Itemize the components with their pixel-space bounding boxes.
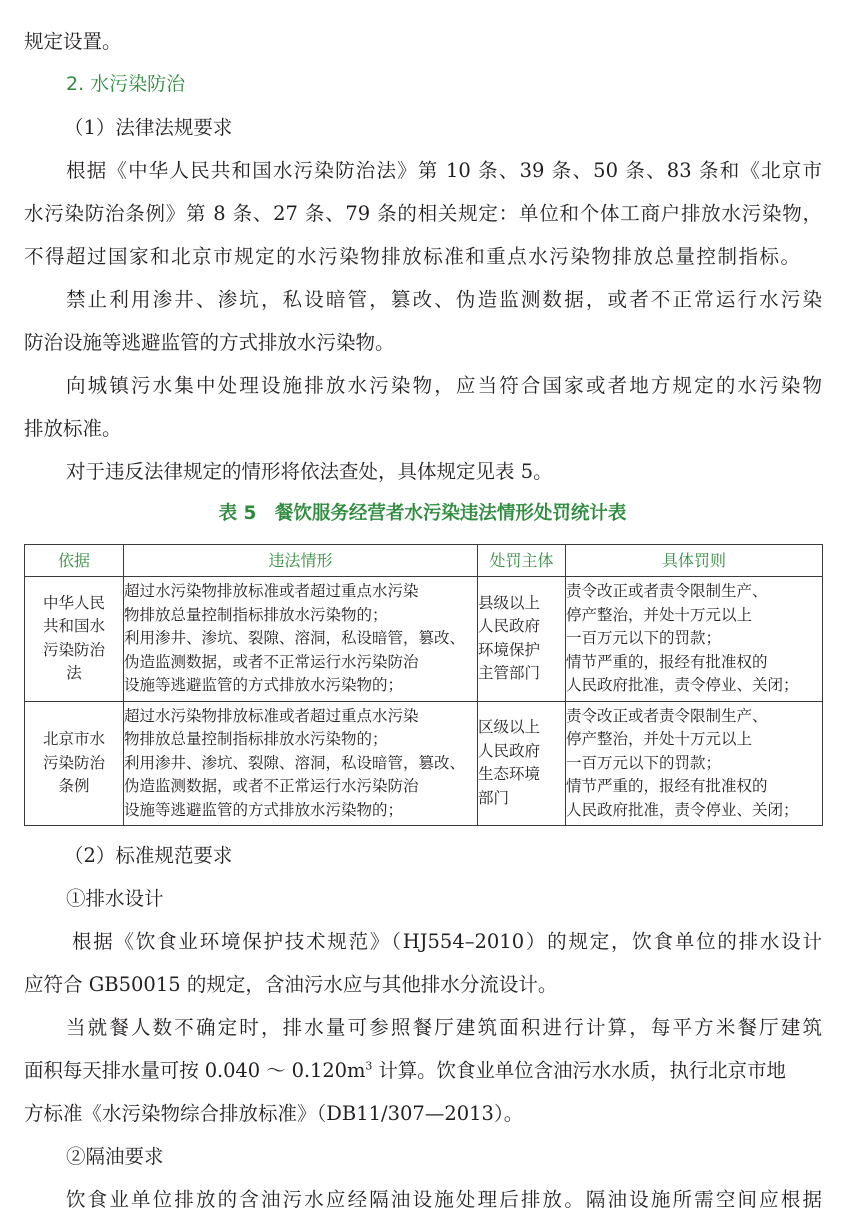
- paragraph-line: 面积每天排水量可按 0.040 ～ $0.120m^3$ 计算。饮食业单位含油污水水质，执行北京市地: [24, 1059, 786, 1082]
- paragraph-line: 防治设施等逃避监管的方式排放水污染物。: [24, 331, 395, 354]
- subsection-heading: （1）法律法规要求: [64, 116, 233, 139]
- header-basis: 依据: [25, 545, 124, 577]
- cell-penalty: 责令改正或者责令限制生产、 停产整治，并处十万元以上 一百万元以下的罚款； 情节严重的，报经有批准权的 人民政府批准，责令停业、关闭；: [566, 701, 823, 826]
- item-heading: ①排水设计: [66, 887, 164, 910]
- table-row: [25, 577, 823, 702]
- header-violation: 违法情形: [124, 545, 478, 577]
- header-authority: 处罚主体: [478, 545, 566, 577]
- paragraph-line: 当就餐人数不确定时，排水量可参照餐厅建筑面积进行计算，每平方米餐厅建筑: [66, 1016, 822, 1039]
- paragraph-line: 对于违反法律规定的情形将依法查处，具体规定见表 5。: [66, 460, 553, 483]
- paragraph-line: 水污染防治条例》第 8 条、27 条、79 条的相关规定：单位和个体工商户排放水污染物，: [24, 202, 822, 225]
- paragraph-line: 不得超过国家和北京市规定的水污染物排放标准和重点水污染物排放总量控制指标。: [24, 245, 800, 268]
- table-row: [25, 701, 823, 826]
- cell-violation: 超过水污染物排放标准或者超过重点水污染 物排放总量控制指标排放水污染物的； 利用渗井、渗坑、裂隙、溶洞，私设暗管，篡改、 伪造监测数据，或者不正常运行水污染防治 设施等逃避监管的方式排放水污染物的；: [124, 577, 478, 702]
- paragraph-line: 方标准《水污染物综合排放标准》（DB11/307—2013）。: [24, 1102, 524, 1125]
- table-caption: 表 5 餐饮服务经营者水污染违法情形处罚统计表: [218, 503, 627, 524]
- cell-authority: 区级以上 人民政府 生态环境 部门: [478, 701, 566, 826]
- cell-basis: 北京市水 污染防治 条例: [25, 701, 124, 826]
- paragraph-line: 应符合 GB50015 的规定，含油污水应与其他排水分流设计。: [24, 973, 558, 996]
- section-heading: 2. 水污染防治: [66, 73, 186, 95]
- paragraph-line: 排放标准。: [24, 417, 122, 440]
- cell-penalty: 责令改正或者责令限制生产、 停产整治，并处十万元以上 一百万元以下的罚款； 情节严重的，报经有批准权的 人民政府批准，责令停业、关闭；: [566, 577, 823, 702]
- paragraph-line: 向城镇污水集中处理设施排放水污染物，应当符合国家或者地方规定的水污染物: [66, 374, 822, 397]
- paragraph-line: 规定设置。: [24, 30, 122, 53]
- paragraph-line: 根据《饮食业环境保护技术规范》（HJ554–2010）的规定，饮食单位的排水设计: [72, 930, 822, 953]
- subsection-heading: （2）标准规范要求: [64, 844, 233, 867]
- cell-violation: 超过水污染物排放标准或者超过重点水污染 物排放总量控制指标排放水污染物的； 利用渗井、渗坑、裂隙、溶洞，私设暗管，篡改、 伪造监测数据，或者不正常运行水污染防治 设施等逃避监管的方式排放水污染物的；: [124, 701, 478, 826]
- cell-basis: 中华人民 共和国水 污染防治 法: [25, 577, 124, 702]
- paragraph-line: 根据《中华人民共和国水污染防治法》第 10 条、39 条、50 条、83 条和《北京市: [66, 159, 822, 182]
- penalty-table: [24, 544, 823, 826]
- paragraph-line: 禁止利用渗井、渗坑，私设暗管，篡改、伪造监测数据，或者不正常运行水污染: [66, 288, 822, 311]
- header-penalty: 具体罚则: [566, 545, 823, 577]
- table-header-row: [25, 545, 823, 577]
- item-heading: ②隔油要求: [66, 1145, 164, 1168]
- paragraph-line: 饮食业单位排放的含油污水应经隔油设施处理后排放。隔油设施所需空间应根据: [66, 1188, 822, 1211]
- cell-authority: 县级以上 人民政府 环境保护 主管部门: [478, 577, 566, 702]
